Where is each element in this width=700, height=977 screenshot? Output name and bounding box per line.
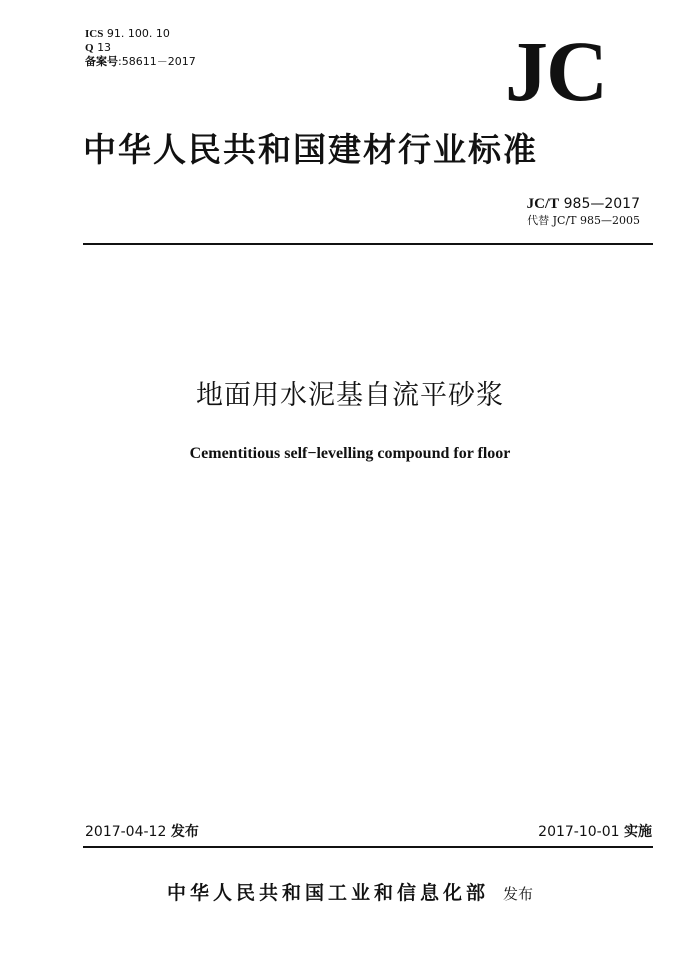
release-date-value: 2017-04-12 <box>85 824 167 840</box>
replaces-standard <box>480 213 640 229</box>
ics-value: 91. 100. 10 <box>106 27 170 40</box>
effective-label: 实施 <box>624 824 652 840</box>
ccs-label: Q <box>85 42 94 54</box>
issuer <box>0 878 700 909</box>
replaces-label: 代替 <box>527 214 550 227</box>
ics-label: ICS <box>85 28 104 40</box>
footer-divider <box>83 846 653 848</box>
effective-date-value: 2017-10-01 <box>538 824 620 840</box>
record-value: :58611－2017 <box>118 55 196 68</box>
replaces-code: JC/T 985—2005 <box>552 214 640 227</box>
ccs-value: 13 <box>97 41 112 54</box>
standard-code <box>500 195 640 213</box>
effective-date <box>470 822 652 842</box>
ccs-classification <box>85 41 111 55</box>
release-date <box>85 822 199 842</box>
release-label: 发布 <box>170 824 199 840</box>
document-title-english: Cementitious self−levelling compound for floor <box>189 445 511 462</box>
header-divider <box>83 243 653 245</box>
document-title-chinese: 地面用水泥基自流平砂浆 <box>196 380 504 411</box>
issuer-name: 中华人民共和国工业和信息化部 <box>166 882 489 904</box>
organization-title: 中华人民共和国建材行业标准 <box>83 130 538 169</box>
issuer-action: 发布 <box>503 885 534 903</box>
standard-code-number: 985—2017 <box>563 196 640 212</box>
record-label: 备案号 <box>85 55 118 68</box>
ics-classification <box>85 27 170 41</box>
record-number <box>85 55 196 69</box>
standard-code-prefix: JC/T <box>526 196 560 212</box>
jc-logo: JC <box>505 23 607 119</box>
